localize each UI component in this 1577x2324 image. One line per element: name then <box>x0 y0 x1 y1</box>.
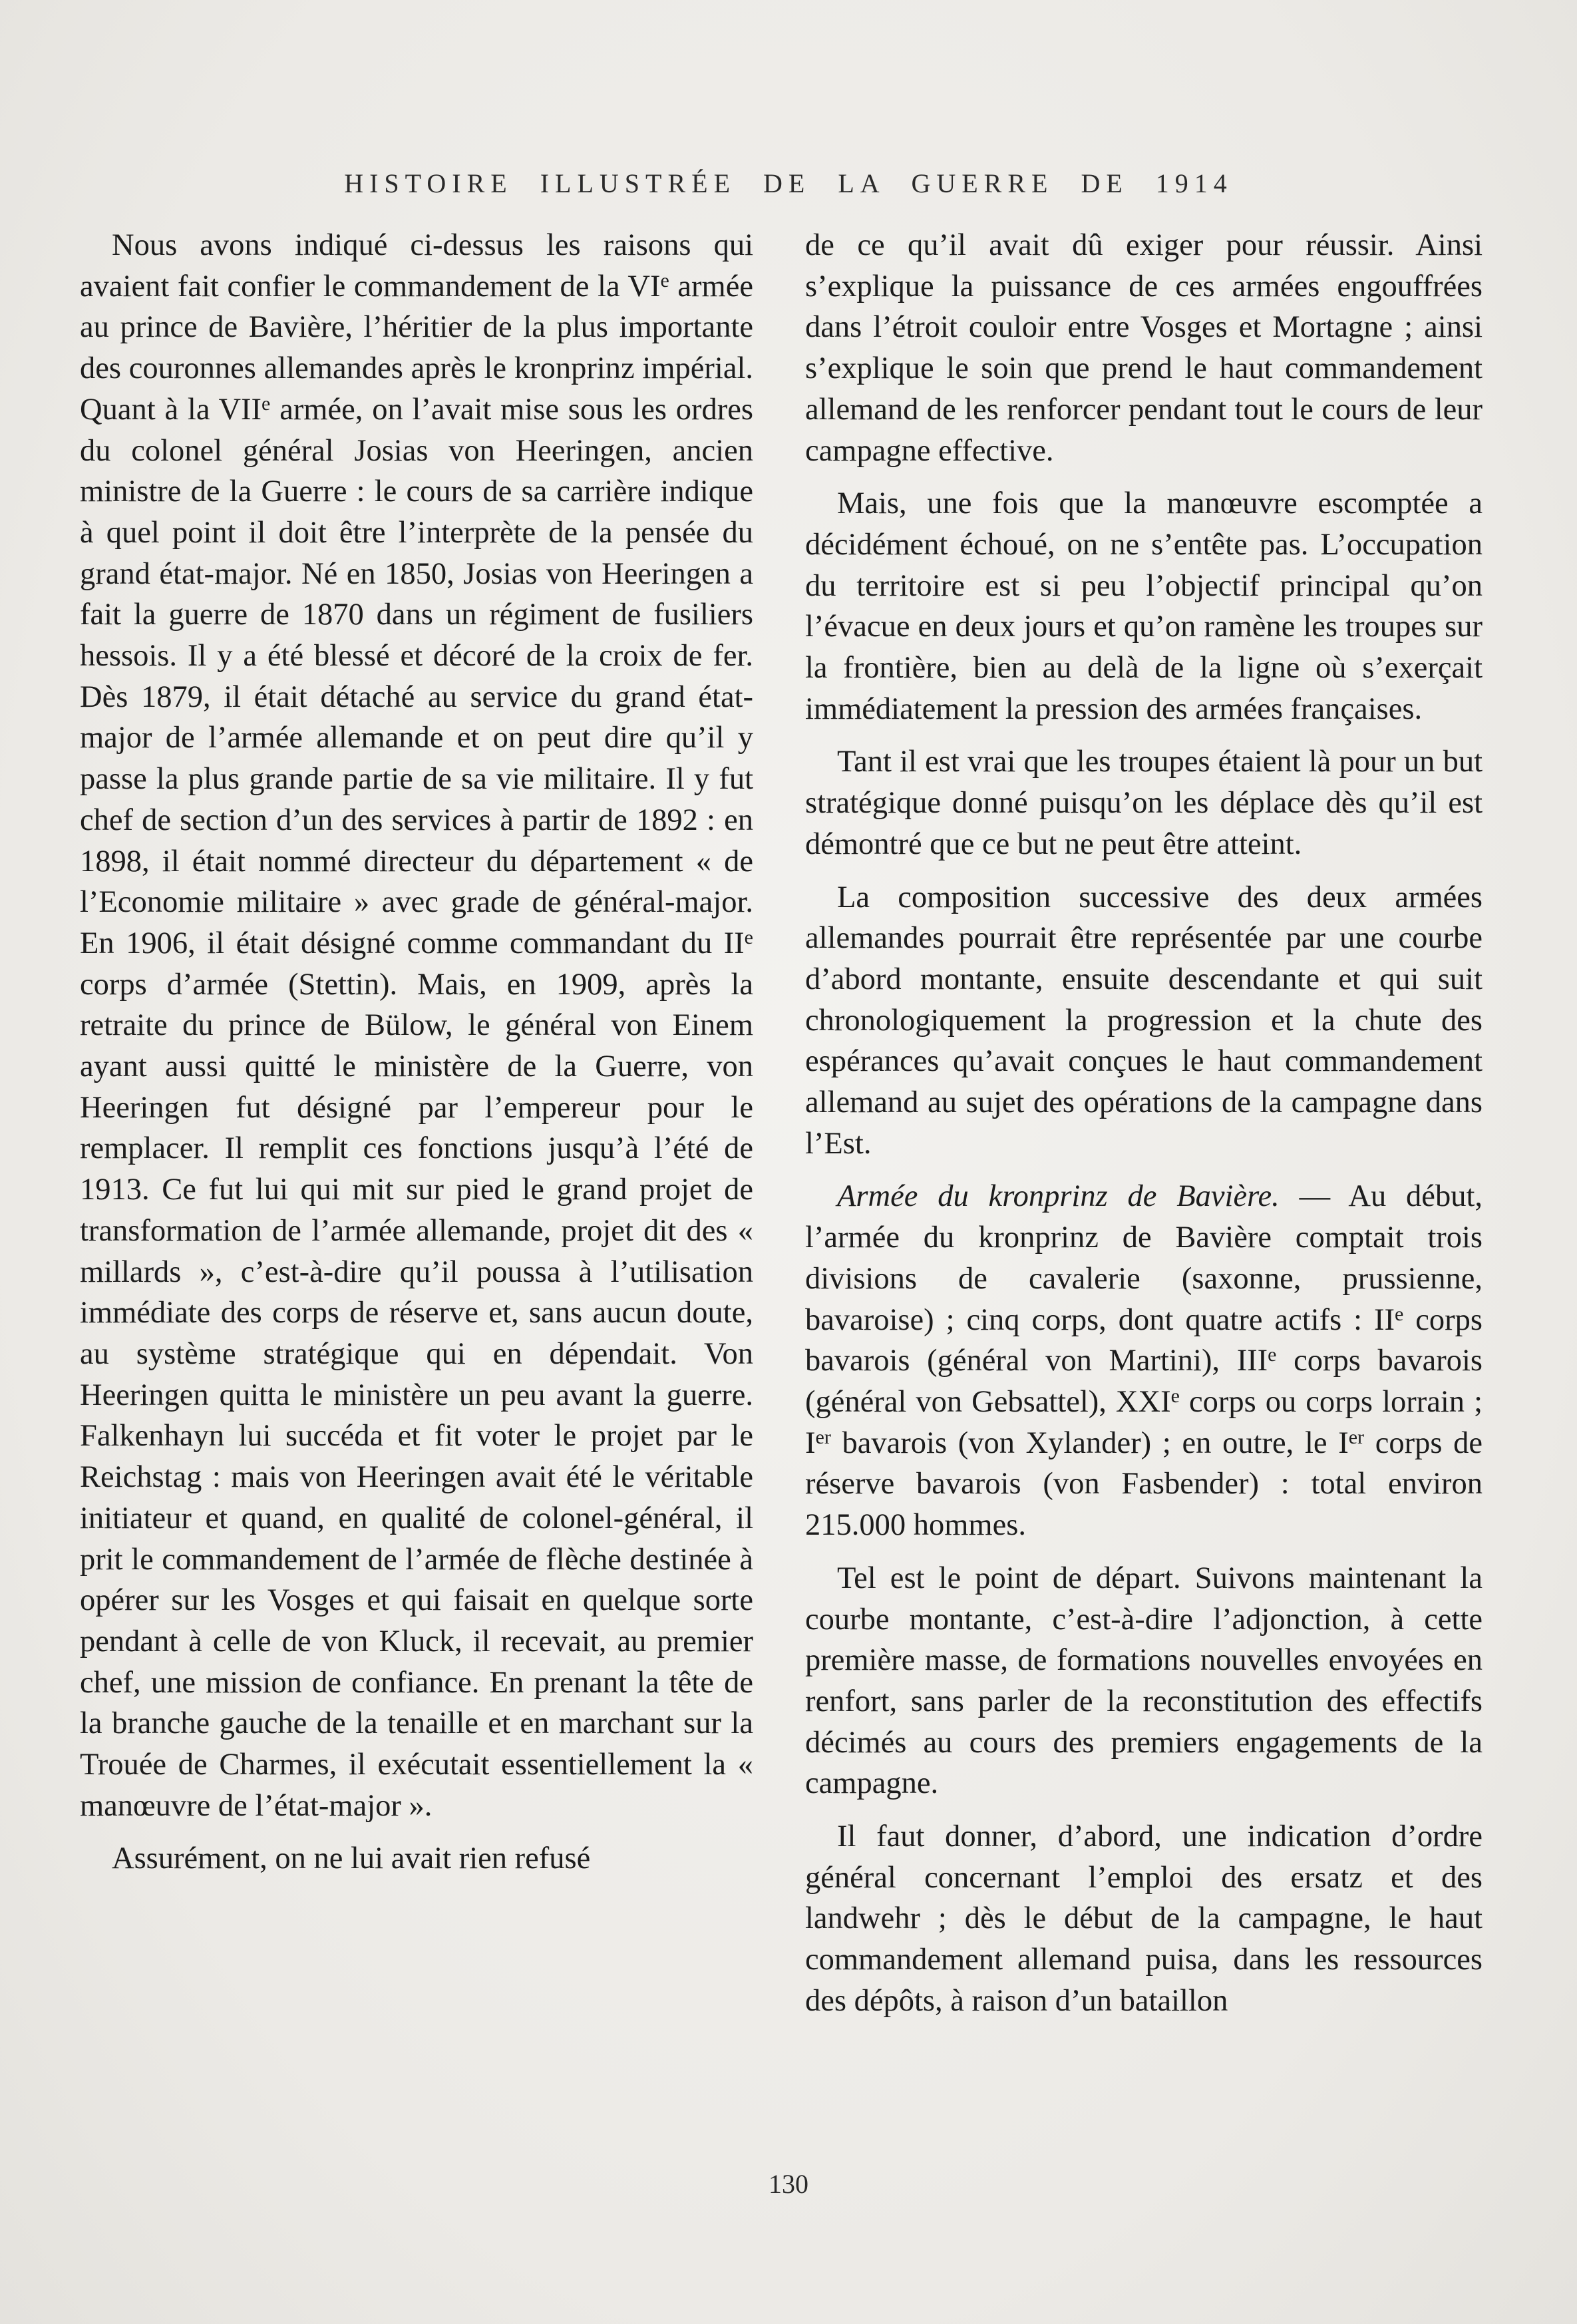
paragraph <box>805 225 1483 471</box>
paragraph <box>80 225 753 1826</box>
left-text-column <box>80 225 753 1879</box>
italic-heading: Armée du kronprinz de Bavière. <box>837 1179 1280 1214</box>
text-run: corps bavarois (général von Martini), III <box>805 1302 1483 1378</box>
text-run: bavarois (von Xylander) ; en outre, le I <box>830 1426 1349 1460</box>
superscript: e <box>660 269 669 291</box>
page-number: 130 <box>769 2169 808 2199</box>
text-run: Assurément, on ne lui avait rien refusé <box>112 1841 591 1876</box>
superscript: e <box>262 392 271 415</box>
text-run: corps bavarois (général von Gebsattel), XXI <box>805 1344 1483 1419</box>
text-run: — Au début, l’armée du kronprinz de Bavière comptait trois divisions de cavalerie (saxonne, prussienne, bavaroise) ; cinq corps, dont quatre actifs : II <box>805 1179 1483 1337</box>
text-run: Il faut donner, d’abord, une indication d’ordre général concernant l’emploi des ersatz et des landwehr ; dès le début de la campagne, le haut commandement allemand puisa, dans les ressources des dépôts, à raison d’un bataillon <box>805 1820 1483 2018</box>
text-run: La composition successive des deux armées allemandes pourrait être représentée par une courbe d’abord montante, ensuite descendante et qui suit chronologiquement la progression et la chute des espérances qu’avait conçues le haut commandement allemand au sujet des opérations de la campagne dans l’Est. <box>805 880 1483 1161</box>
superscript: e <box>1394 1302 1404 1325</box>
paragraph <box>805 1816 1483 2022</box>
text-run: armée, on l’avait mise sous les ordres du colonel général Josias von Heeringen, ancien ministre de la Guerre : le cours de sa carrière indique à quel point il doit être l’interprète de la pensée du grand état-major. Né en 1850, Josias von Heeringen a fait la guerre de 1870 dans un régiment de fusiliers hessois. Il y a été blessé et décoré de la croix de fer. Dès 1879, il était détaché au service du grand état-major de l’armée allemande et on peut dire qu’il y passe la plus grande partie de sa vie militaire. Il y fut chef de section d’un des services à partir de 1892 : en 1898, il était nommé directeur du département « de l’Economie militaire » avec grade de général-major. En 1906, il était désigné comme commandant du II <box>80 392 753 960</box>
superscript: e <box>1268 1344 1277 1366</box>
text-run: Mais, une fois que la manœuvre escomptée a décidément échoué, on ne s’entête pas. L’occupation du territoire est si peu l’objectif principal qu’on l’évacue en deux jours et qu’on ramène les troupes sur la frontière, bien au delà de la ligne où s’exerçait immédiatement la pression des armées françaises. <box>805 486 1483 726</box>
paragraph <box>80 1838 753 1879</box>
running-header: HISTOIRE ILLUSTRÉE DE LA GUERRE DE 1914 <box>344 168 1233 198</box>
superscript: er <box>815 1426 831 1448</box>
paragraph <box>805 1558 1483 1804</box>
text-run: Nous avons indiqué ci-dessus les raisons qui avaient fait confier le commandement de la VI <box>80 228 753 303</box>
text-run: corps d’armée (Stettin). Mais, en 1909, après la retraite du prince de Bülow, le général von Einem ayant aussi quitté le ministère de la Guerre, von Heeringen fut désigné par l’empereur pour le remplacer. Il remplit ces fonctions jusqu’à l’été de 1913. Ce fut lui qui mit sur pied le grand projet de transformation de l’armée allemande, projet dit des « millards », c’est-à-dire qu’il poussa à l’utilisation immédiate des corps de réserve et, sans aucun doute, au système stratégique qui en dépendait. Von Heeringen quitta le ministère un peu avant la guerre. Falkenhayn lui succéda et fit voter le projet par le Reichstag : mais von Heeringen avait été le véritable initiateur et quand, en qualité de colonel-général, il prit le commandement de l’armée de flèche destinée à opérer sur les Vosges et qui faisait en quelque sorte pendant à celle de von Kluck, il recevait, au premier chef, une mission de confiance. En prenant la tête de la branche gauche de la tenaille et en marchant sur la Trouée de Charmes, il exécutait essentiellement la « manœuvre de l’état-major ». <box>80 967 753 1823</box>
text-run: corps ou corps lorrain ; I <box>805 1384 1483 1460</box>
superscript: er <box>1348 1426 1364 1448</box>
superscript: e <box>1170 1384 1180 1407</box>
text-run: Tel est le point de départ. Suivons maintenant la courbe montante, c’est-à-dire l’adjonction, à cette première masse, de formations nouvelles envoyées en renfort, sans parler de la reconstitution des effectifs décimés au cours des premiers engagements de la campagne. <box>805 1561 1483 1801</box>
paragraph <box>805 483 1483 729</box>
right-text-column <box>805 225 1483 2022</box>
text-run: corps de réserve bavarois (von Fasbender) : total environ 215.000 hommes. <box>805 1426 1483 1543</box>
text-run: armée au prince de Bavière, l’héritier de la plus importante des couronnes allemandes après le kronprinz impérial. Quant à la VII <box>80 269 753 427</box>
paragraph <box>805 741 1483 865</box>
paragraph <box>805 1176 1483 1545</box>
text-run: Tant il est vrai que les troupes étaient là pour un but stratégique donné puisqu’on les déplace dès qu’il est démontré que ce but ne peut être atteint. <box>805 745 1483 861</box>
paragraph <box>805 877 1483 1165</box>
superscript: e <box>744 926 753 948</box>
text-run: de ce qu’il avait dû exiger pour réussir. Ainsi s’explique la puissance de ces armées engouffrées dans l’étroit couloir entre Vosges et Mortagne ; ainsi s’explique le soin que prend le haut commandement allemand de les renforcer pendant tout le cours de leur campagne effective. <box>805 228 1483 468</box>
